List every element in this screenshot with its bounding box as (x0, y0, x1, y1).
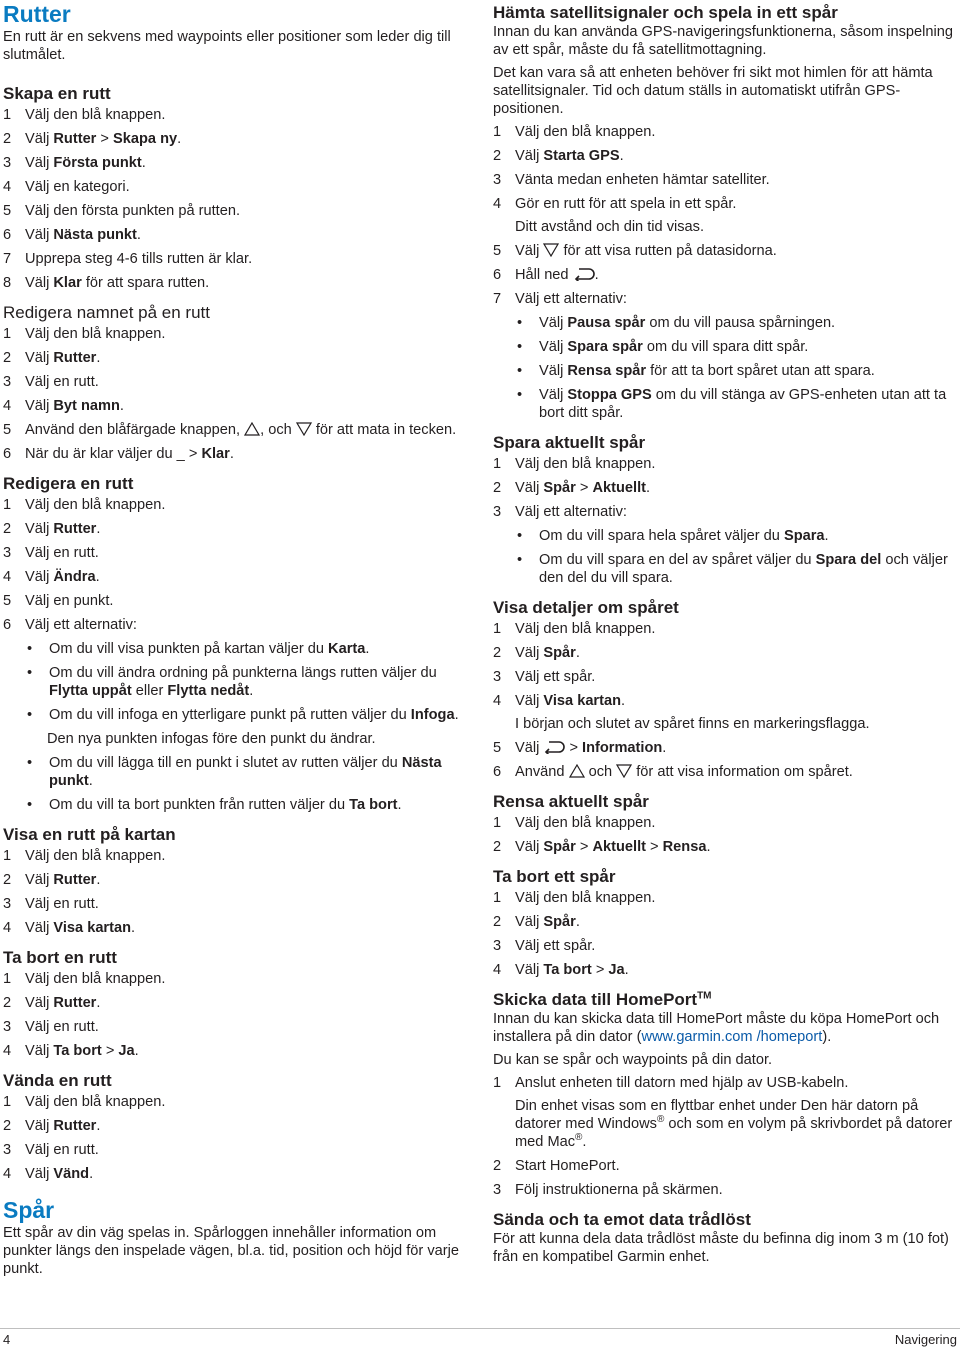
bullet-item: • Om du vill infoga en ytterligare punkt på rutten väljer du Infoga. (27, 707, 459, 723)
bullet-item: • Välj Rensa spår för att ta bort spåret utan att spara. (517, 363, 875, 379)
step: 1 Välj den blå knappen. (493, 124, 656, 140)
step: 3 Välj en rutt. (3, 1142, 99, 1158)
heading-visa-rutt: Visa en rutt på kartan (3, 825, 176, 844)
down-triangle-icon (543, 243, 559, 257)
left-column (3, 0, 465, 1278)
step: 2 Välj Spår. (493, 914, 580, 930)
bullet-item: • Välj Spara spår om du vill spara ditt spår. (517, 339, 809, 355)
step: 3 Vänta medan enheten hämtar satelliter. (493, 172, 770, 188)
heading-skicka-homeport: Skicka data till HomePort™ (493, 990, 712, 1009)
step: 4 Välj Ändra. (3, 569, 100, 585)
bullet-note: Den nya punkten infogas före den punkt du ändrar. (47, 731, 376, 747)
step: 4 Välj Visa kartan. (493, 693, 626, 709)
step: 3 Välj en rutt. (3, 1019, 99, 1035)
step: 4 Välj Visa kartan. (3, 920, 136, 936)
step: 3 Följ instruktionerna på skärmen. (493, 1182, 723, 1198)
step-note: Ditt avstånd och din tid visas. (515, 219, 704, 235)
spar-intro: Ett spår av din väg spelas in. Spårloggen innehåller information om punkter längs den inspelade vägen, bl.a. tid, position och höjd för varje punkt. (3, 1225, 459, 1277)
step: 5 Välj en punkt. (3, 593, 114, 609)
bullet-item: • Om du vill spara en del av spåret väljer du Spara del och väljer den del du vill spara. (517, 552, 948, 586)
step: 1 Välj den blå knappen. (493, 621, 656, 637)
sanda-text: För att kunna dela data trådlöst måste du befinna dig inom 3 m (10 fot) från en kompatibel Garmin enhet. (493, 1231, 949, 1265)
step: 6 Använd och för att visa information om spåret. (493, 764, 853, 780)
back-arrow-icon (573, 267, 595, 281)
heading-visa-detaljer: Visa detaljer om spåret (493, 598, 679, 617)
hamta-note: Det kan vara så att enheten behöver fri sikt mot himlen för att hämta satellitsignaler. Tid och datum ställs in automatiskt utifrån GPS-positionen. (493, 65, 933, 117)
step: 1 Välj den blå knappen. (3, 107, 166, 123)
right-column (493, 0, 955, 1266)
bullet-item: • Om du vill spara hela spåret väljer du Spara. (517, 528, 829, 544)
step: 3 Välj Första punkt. (3, 155, 146, 171)
step: 2 Välj Rutter. (3, 1118, 101, 1134)
step: 4 Välj Vänd. (3, 1166, 94, 1182)
heading-skapa-rutt: Skapa en rutt (3, 84, 111, 103)
step: 1 Välj den blå knappen. (493, 815, 656, 831)
step: 3 Välj ett spår. (493, 938, 596, 954)
bullet-item: • Om du vill ta bort punkten från rutten väljer du Ta bort. (27, 797, 402, 813)
step: 3 Välj en rutt. (3, 374, 99, 390)
step: 2 Välj Spår > Aktuellt > Rensa. (493, 839, 711, 855)
up-triangle-icon (244, 422, 260, 436)
heading-sanda-tradlost: Sända och ta emot data trådlöst (493, 1210, 751, 1229)
step: 7 Upprepa steg 4-6 tills rutten är klar. (3, 251, 253, 267)
bullet-item: • Om du vill ändra ordning på punkterna längs rutten väljer du Flytta uppåt eller Flytta nedåt. (27, 665, 437, 699)
rutter-intro: En rutt är en sekvens med waypoints eller positioner som leder dig till slutmålet. (3, 29, 451, 63)
bullet-item: • Om du vill visa punkten på kartan väljer du Karta. (27, 641, 370, 657)
section-title-spar: Spår (3, 1197, 55, 1223)
page-number: 4 (3, 1332, 11, 1347)
step: 5 Välj > Information. (493, 740, 667, 756)
step: 5 Välj för att visa rutten på datasidorna. (493, 243, 777, 259)
step: 1 Välj den blå knappen. (493, 456, 656, 472)
heading-ta-bort-rutt: Ta bort en rutt (3, 948, 117, 967)
heading-rensa-spar: Rensa aktuellt spår (493, 792, 649, 811)
step: 4 Välj Ta bort > Ja. (3, 1043, 139, 1059)
step: 1 Välj den blå knappen. (3, 848, 166, 864)
step: 2 Välj Rutter. (3, 521, 101, 537)
step: 6 Välj ett alternativ: (3, 617, 137, 633)
heading-ta-bort-spar: Ta bort ett spår (493, 867, 616, 886)
step: 4 Välj Byt namn. (3, 398, 124, 414)
step: 8 Välj Klar för att spara rutten. (3, 275, 210, 291)
heading-spara-spar: Spara aktuellt spår (493, 433, 646, 452)
step: 2 Välj Spår > Aktuellt. (493, 480, 651, 496)
bullet-item: • Om du vill lägga till en punkt i slutet av rutten väljer du Nästa punkt. (27, 755, 442, 789)
section-title-rutter: Rutter (3, 1, 71, 27)
homeport-link[interactable]: www.garmin.com /homeport (641, 1029, 823, 1045)
step: 4 Välj en kategori. (3, 179, 130, 195)
back-arrow-icon (543, 740, 565, 754)
skicka-note: Du kan se spår och waypoints på din dator. (493, 1052, 773, 1068)
step: 2 Välj Rutter. (3, 995, 101, 1011)
footer-section: Navigering (894, 1332, 957, 1347)
heading-hamta-satellit: Hämta satellitsignaler och spela in ett spår (493, 3, 838, 22)
step: 1 Anslut enheten till datorn med hjälp av USB-kabeln. (493, 1075, 849, 1091)
heading-redigera-namn: Redigera namnet på en rutt (3, 303, 210, 322)
step: 1 Välj den blå knappen. (493, 890, 656, 906)
step: 6 Håll ned . (493, 267, 599, 283)
up-triangle-icon (569, 764, 585, 778)
step: 3 Välj ett spår. (493, 669, 596, 685)
step: 3 Välj en rutt. (3, 545, 99, 561)
step: 1 Välj den blå knappen. (3, 971, 166, 987)
step: 5 Använd den blåfärgade knappen, , och för att mata in tecken. (3, 422, 457, 438)
step: 2 Välj Spår. (493, 645, 580, 661)
step-note: I början och slutet av spåret finns en markeringsflagga. (515, 716, 870, 732)
heading-redigera-rutt: Redigera en rutt (3, 474, 134, 493)
heading-vanda-rutt: Vända en rutt (3, 1071, 112, 1090)
step: 3 Välj ett alternativ: (493, 504, 627, 520)
step: 5 Välj den första punkten på rutten. (3, 203, 240, 219)
step: 6 Välj Nästa punkt. (3, 227, 141, 243)
skicka-intro: Innan du kan skicka data till HomePort måste du köpa HomePort och installera på din dator (www.garmin.com /homeport). (493, 1011, 940, 1045)
step: 1 Välj den blå knappen. (3, 1094, 166, 1110)
step: 1 Välj den blå knappen. (3, 326, 166, 342)
step: 6 När du är klar väljer du _ > Klar. (3, 446, 234, 462)
step: 2 Välj Rutter. (3, 350, 101, 366)
step: 3 Välj en rutt. (3, 896, 99, 912)
step: 4 Gör en rutt för att spela in ett spår. (493, 196, 737, 212)
hamta-intro: Innan du kan använda GPS-navigeringsfunktionerna, såsom inspelning av ett spår, måste du få satellitmottagning. (493, 24, 954, 58)
down-triangle-icon (616, 764, 632, 778)
down-triangle-icon (296, 422, 312, 436)
step-note: Din enhet visas som en flyttbar enhet under Den här datorn på datorer med Windows® och som en volym på skrivbordet på datorer med Mac®. (515, 1098, 953, 1150)
step: 1 Välj den blå knappen. (3, 497, 166, 513)
step: 2 Välj Starta GPS. (493, 148, 624, 164)
bullet-item: • Välj Stoppa GPS om du vill stänga av GPS-enheten utan att ta bort ditt spår. (517, 387, 947, 421)
step: 7 Välj ett alternativ: (493, 291, 627, 307)
step: 2 Start HomePort. (493, 1158, 620, 1174)
step: 2 Välj Rutter > Skapa ny. (3, 131, 182, 147)
step: 4 Välj Ta bort > Ja. (493, 962, 629, 978)
bullet-item: • Välj Pausa spår om du vill pausa spårningen. (517, 315, 836, 331)
footer-divider (0, 1328, 960, 1329)
step: 2 Välj Rutter. (3, 872, 101, 888)
